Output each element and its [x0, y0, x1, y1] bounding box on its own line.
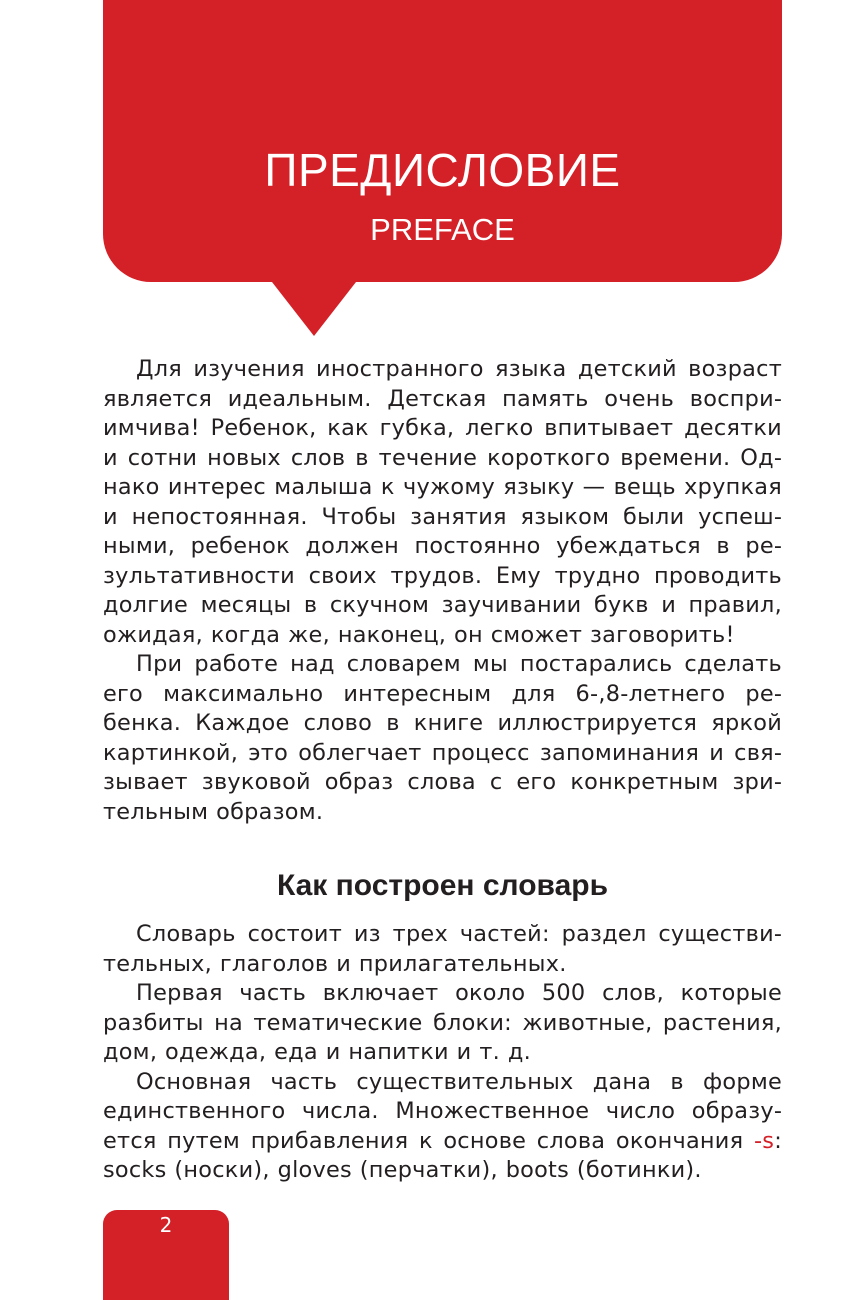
plural-text-before: Основная часть существительных дана в форме единственного числа. Множественное число образуется путем прибавления к основе слова окончания [103, 1068, 782, 1154]
plural-text-after: : socks (носки), gloves (перчатки), boots (ботинки). [103, 1127, 782, 1183]
header-banner [103, 0, 782, 282]
page-title: ПРЕДИСЛОВИЕ [264, 144, 621, 196]
plural-suffix: -s [753, 1127, 775, 1154]
main-content [103, 355, 782, 1186]
section-heading: Как построен словарь [276, 869, 609, 902]
intro-paragraph: Для изучения иностранного языка детский возраст является идеальным. Детская память очень восприимчива! Ребенок, как губка, легко впитывает десятки и сотни новых слов в течение короткого времени. Однако интерес малыша к чужому языку — вещь хрупкая и непостоянная. Чтобы занятия языком были успешными, ребенок должен постоянно убеждаться в результативности своих трудов. Ему трудно проводить долгие месяцы в скучном заучивании букв и правил, ожидая, когда же, наконец, он сможет заговорить! [103, 356, 782, 648]
intro-paragraph: При работе над словарем мы постарались сделать его максимально интересным для 6-,8-летнего ребенка. Каждое слово в книге иллюстрируется яркой картинкой, это облегчает процесс запоминания и связывает звуковой образ слова с его конкретным зрительным образом. [103, 651, 782, 825]
section-paragraph: Словарь состоит из трех частей: раздел существительных, глаголов и прилагательных. [103, 921, 782, 977]
page-subtitle: PREFACE [370, 212, 515, 247]
page-number-tab [103, 1210, 229, 1300]
plural-paragraph [103, 1068, 782, 1186]
page-number: 2 [159, 1213, 173, 1237]
speech-bubble-tail [272, 282, 356, 336]
section-paragraph: Первая часть включает около 500 слов, которые разбиты на тематические блоки: животные, растения, дом, одежда, еда и напитки и т. д. [103, 980, 782, 1065]
